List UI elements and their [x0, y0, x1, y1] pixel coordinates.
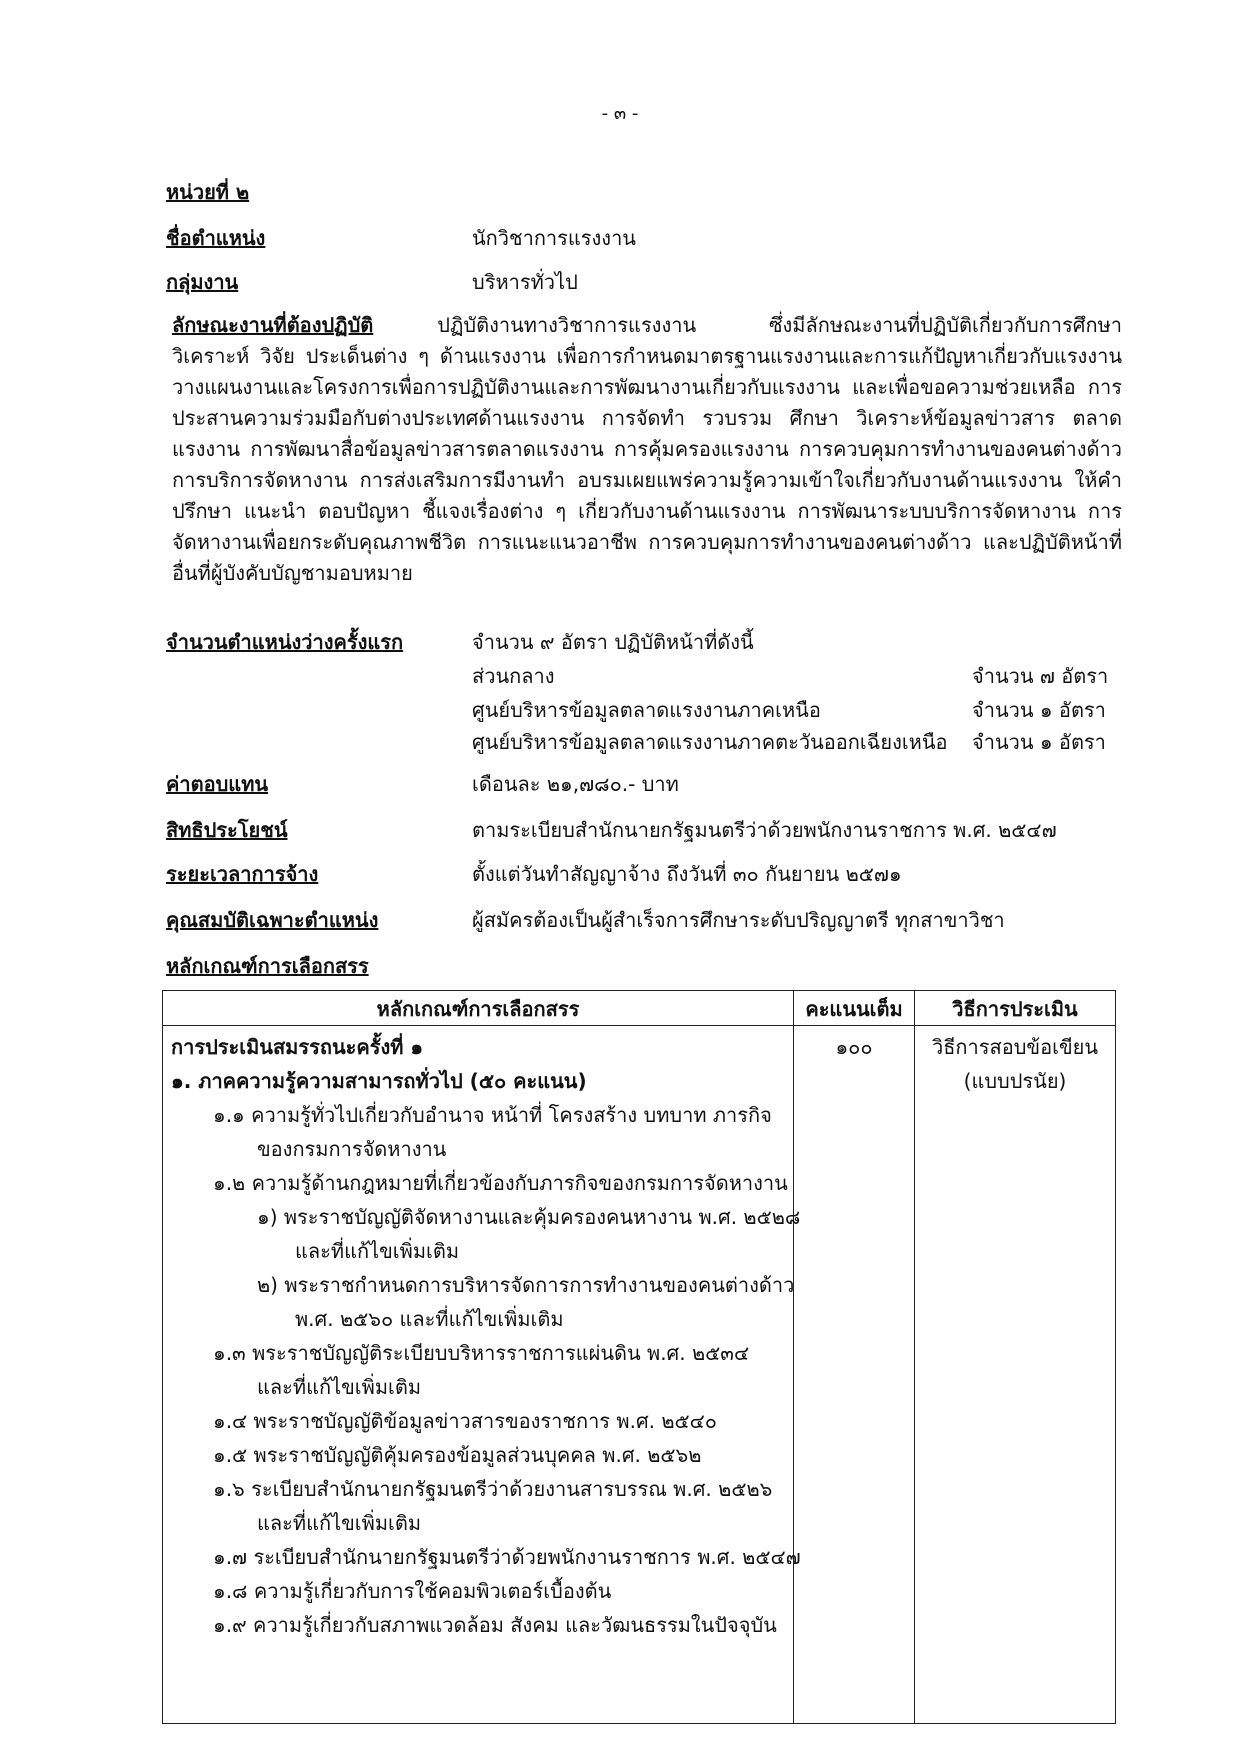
- vacancies-label: จำนวนตำแหน่งว่างครั้งแรก: [166, 630, 404, 654]
- full-score: ๑๐๐: [835, 1035, 873, 1059]
- table-row: [163, 1026, 1116, 1724]
- header-method: วิธีการประเมิน: [915, 991, 1116, 1026]
- criteria-line: ๑.๖ ระเบียบสำนักนายกรัฐมนตรีว่าด้วยงานสารบรรณ พ.ศ. ๒๕๒๖: [213, 1477, 773, 1501]
- vacancy-count: จำนวน ๗ อัตรา: [972, 664, 1109, 688]
- header-score: คะแนนเต็ม: [794, 991, 915, 1026]
- period-value: ตั้งแต่วันทำสัญญาจ้าง ถึงวันที่ ๓๐ กันยายน ๒๕๗๑: [472, 862, 902, 886]
- criteria-line: ๑.๑ ความรู้ทั่วไปเกี่ยวกับอำนาจ หน้าที่ โครงสร้าง บทบาท ภารกิจ: [213, 1103, 772, 1127]
- duties-label: ลักษณะงานที่ต้องปฏิบัติ: [172, 313, 374, 337]
- method-subtext: (แบบปรนัย): [963, 1069, 1067, 1093]
- criteria-line: พ.ศ. ๒๕๖๐ และที่แก้ไขเพิ่มเติม: [295, 1307, 564, 1331]
- unit-label: หน่วยที่ ๒: [166, 180, 250, 204]
- vacancy-unit: ส่วนกลาง: [472, 664, 555, 688]
- compensation-label: ค่าตอบแทน: [166, 772, 269, 796]
- vacancy-count: จำนวน ๑ อัตรา: [972, 698, 1106, 722]
- criteria-line: ๑.๕ พระราชบัญญัติคุ้มครองข้อมูลส่วนบุคคล พ.ศ. ๒๕๖๒: [213, 1443, 702, 1467]
- criteria-line: ๒) พระราชกำหนดการบริหารจัดการการทำงานของคนต่างด้าว: [257, 1273, 795, 1297]
- group-label: กลุ่มงาน: [166, 270, 239, 294]
- vacancy-unit: ศูนย์บริหารข้อมูลตลาดแรงงานภาคเหนือ: [472, 698, 821, 722]
- benefits-label: สิทธิประโยชน์: [166, 818, 288, 842]
- criteria-list: [171, 1098, 801, 1642]
- criteria-line: และที่แก้ไขเพิ่มเติม: [257, 1375, 422, 1399]
- round-title: การประเมินสมรรถนะครั้งที่ ๑: [171, 1035, 424, 1059]
- criteria-table: [162, 990, 1116, 1724]
- header-criteria: หลักเกณฑ์การเลือกสรร: [163, 991, 794, 1026]
- vacancy-unit: ศูนย์บริหารข้อมูลตลาดแรงงานภาคตะวันออกเฉียงเหนือ: [472, 730, 948, 754]
- criteria-line: และที่แก้ไขเพิ่มเติม: [257, 1511, 422, 1535]
- criteria-line: ๑.๗ ระเบียบสำนักนายกรัฐมนตรีว่าด้วยพนักงานราชการ พ.ศ. ๒๕๔๗: [213, 1545, 801, 1569]
- criteria-line: ๑.๘ ความรู้เกี่ยวกับการใช้คอมพิวเตอร์เบื้องต้น: [213, 1579, 612, 1603]
- page-number: - ๓ -: [601, 103, 639, 124]
- position-label: ชื่อตำแหน่ง: [166, 226, 266, 250]
- criteria-line: ของกรมการจัดหางาน: [257, 1137, 447, 1161]
- criteria-cell: [163, 1026, 801, 1724]
- vacancies-intro: จำนวน ๙ อัตรา ปฏิบัติหน้าที่ดังนี้: [472, 630, 754, 654]
- qualifications-value: ผู้สมัครต้องเป็นผู้สำเร็จการศึกษาระดับปริญญาตรี ทุกสาขาวิชา: [472, 908, 1005, 932]
- group-value: บริหารทั่วไป: [472, 270, 578, 294]
- criteria-line: ๑.๓ พระราชบัญญัติระเบียบบริหารราชการแผ่นดิน พ.ศ. ๒๕๓๔: [213, 1341, 750, 1365]
- criteria-heading: หลักเกณฑ์การเลือกสรร: [166, 954, 369, 978]
- benefits-value: ตามระเบียบสำนักนายกรัฐมนตรีว่าด้วยพนักงานราชการ พ.ศ. ๒๕๔๗: [472, 818, 1057, 842]
- method-cell: [915, 1026, 1116, 1724]
- section-title: ๑. ภาคความรู้ความสามารถทั่วไป (๕๐ คะแนน): [171, 1069, 587, 1093]
- criteria-line: และที่แก้ไขเพิ่มเติม: [295, 1239, 460, 1263]
- criteria-line: ๑.๒ ความรู้ด้านกฎหมายที่เกี่ยวข้องกับภารกิจของกรมการจัดหางาน: [213, 1171, 788, 1195]
- criteria-line: ๑) พระราชบัญญัติจัดหางานและคุ้มครองคนหางาน พ.ศ. ๒๕๒๘: [257, 1205, 801, 1229]
- vacancy-count: จำนวน ๑ อัตรา: [972, 730, 1106, 754]
- qualifications-label: คุณสมบัติเฉพาะตำแหน่ง: [166, 908, 379, 932]
- table-header-row: [163, 991, 1116, 1026]
- period-label: ระยะเวลาการจ้าง: [166, 862, 319, 886]
- position-value: นักวิชาการแรงงาน: [472, 226, 636, 250]
- compensation-value: เดือนละ ๒๑,๗๘๐.- บาท: [472, 772, 679, 796]
- score-cell: [794, 1026, 915, 1724]
- duties-text: ปฏิบัติงานทางวิชาการแรงงาน ซึ่งมีลักษณะงานที่ปฏิบัติเกี่ยวกับการศึกษา วิเคราะห์ วิจัย ประเด็นต่าง ๆ ด้านแรงงาน เพื่อการกำหนดมาตรฐานแรงงานและการแก้ปัญหาเกี่ยวกับแรงงาน วางแผนงานและโครงการเพื่อการปฏิบัติงานและการพัฒนางานเกี่ยวกับแรงงาน และเพื่อขอความช่วยเหลือ การประสานความร่วมมือกับต่างประเทศด้านแรงงาน การจัดทำ รวบรวม ศึกษา วิเคราะห์ข้อมูลข่าวสาร ตลาดแรงงาน การพัฒนาสื่อข้อมูลข่าวสารตลาดแรงงาน การคุ้มครองแรงงาน การควบคุมการทำงานของคนต่างด้าว การบริการจัดหางาน การส่งเสริมการมีงานทำ อบรมเผยแพร่ความรู้ความเข้าใจเกี่ยวกับงานด้านแรงงาน ให้คำปรึกษา แนะนำ ตอบปัญหา ชี้แจงเรื่องต่าง ๆ เกี่ยวกับงานด้านแรงงาน การพัฒนาระบบบริการจัดหางาน การจัดหางานเพื่อยกระดับคุณภาพชีวิต การแนะแนวอาชีพ การควบคุมการทำงานของคนต่างด้าว และปฏิบัติหน้าที่อื่นที่ผู้บังคับบัญชามอบหมาย: [172, 313, 1122, 585]
- criteria-line: ๑.๙ ความรู้เกี่ยวกับสภาพแวดล้อม สังคม และวัฒนธรรมในปัจจุบัน: [213, 1613, 777, 1637]
- method-text: วิธีการสอบข้อเขียน: [931, 1035, 1098, 1059]
- duties-paragraph: [172, 310, 1122, 589]
- criteria-line: ๑.๔ พระราชบัญญัติข้อมูลข่าวสารของราชการ พ.ศ. ๒๕๔๐: [213, 1409, 718, 1433]
